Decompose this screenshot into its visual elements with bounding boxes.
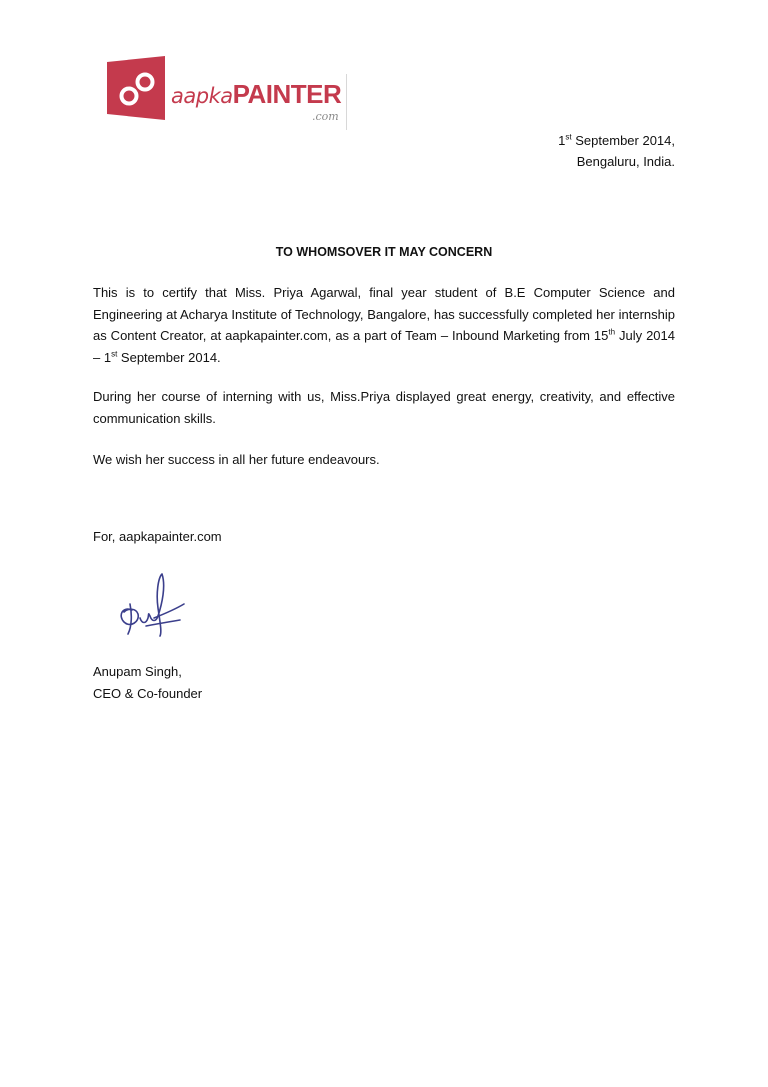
paragraph-text: This is to certify that Miss. Priya Agarwal, final year student of B.E Computer Science and Engineering at Acharya Institute of Technology, Bangalore, has successfully completed her internship as Content Creator, at aapkapainter.com, as a part of Team – Inbound Marketing from 15 xyxy=(93,285,675,343)
wishes-paragraph: We wish her success in all her future endeavours. xyxy=(93,452,380,467)
logo-word-prefix: aapka xyxy=(171,84,233,108)
logo-word-main: PAINTER xyxy=(232,79,342,109)
letter-date xyxy=(558,130,675,172)
paragraph-text: September 2014. xyxy=(117,349,221,365)
performance-paragraph: During her course of interning with us, Miss.Priya displayed great energy, creativity, and effective communication skills. xyxy=(93,389,675,426)
date-location: Bengaluru, India. xyxy=(576,154,675,169)
signer-block xyxy=(93,661,202,704)
signature-icon xyxy=(110,568,188,638)
ordinal-suffix: st xyxy=(111,349,118,359)
logo-mark-icon xyxy=(107,56,165,120)
date-rest: September 2014, xyxy=(575,133,675,148)
certification-paragraph xyxy=(93,282,675,368)
date-line xyxy=(558,130,675,151)
ordinal-suffix: th xyxy=(608,327,616,337)
logo-divider xyxy=(346,74,347,130)
signer-name: Anupam Singh, xyxy=(93,664,182,679)
logo-wordmark xyxy=(171,80,341,110)
logo-word-suffix: .com xyxy=(312,110,339,123)
company-logo xyxy=(105,54,350,132)
closing-line: For, aapkapainter.com xyxy=(93,529,222,544)
date-day: 1 xyxy=(558,133,566,148)
date-day-suffix: st xyxy=(565,132,572,142)
signer-title: CEO & Co-founder xyxy=(93,685,203,701)
paragraph-text: July 2014 – 1 xyxy=(93,328,675,365)
letter-heading: TO WHOMSOVER IT MAY CONCERN xyxy=(275,245,493,259)
